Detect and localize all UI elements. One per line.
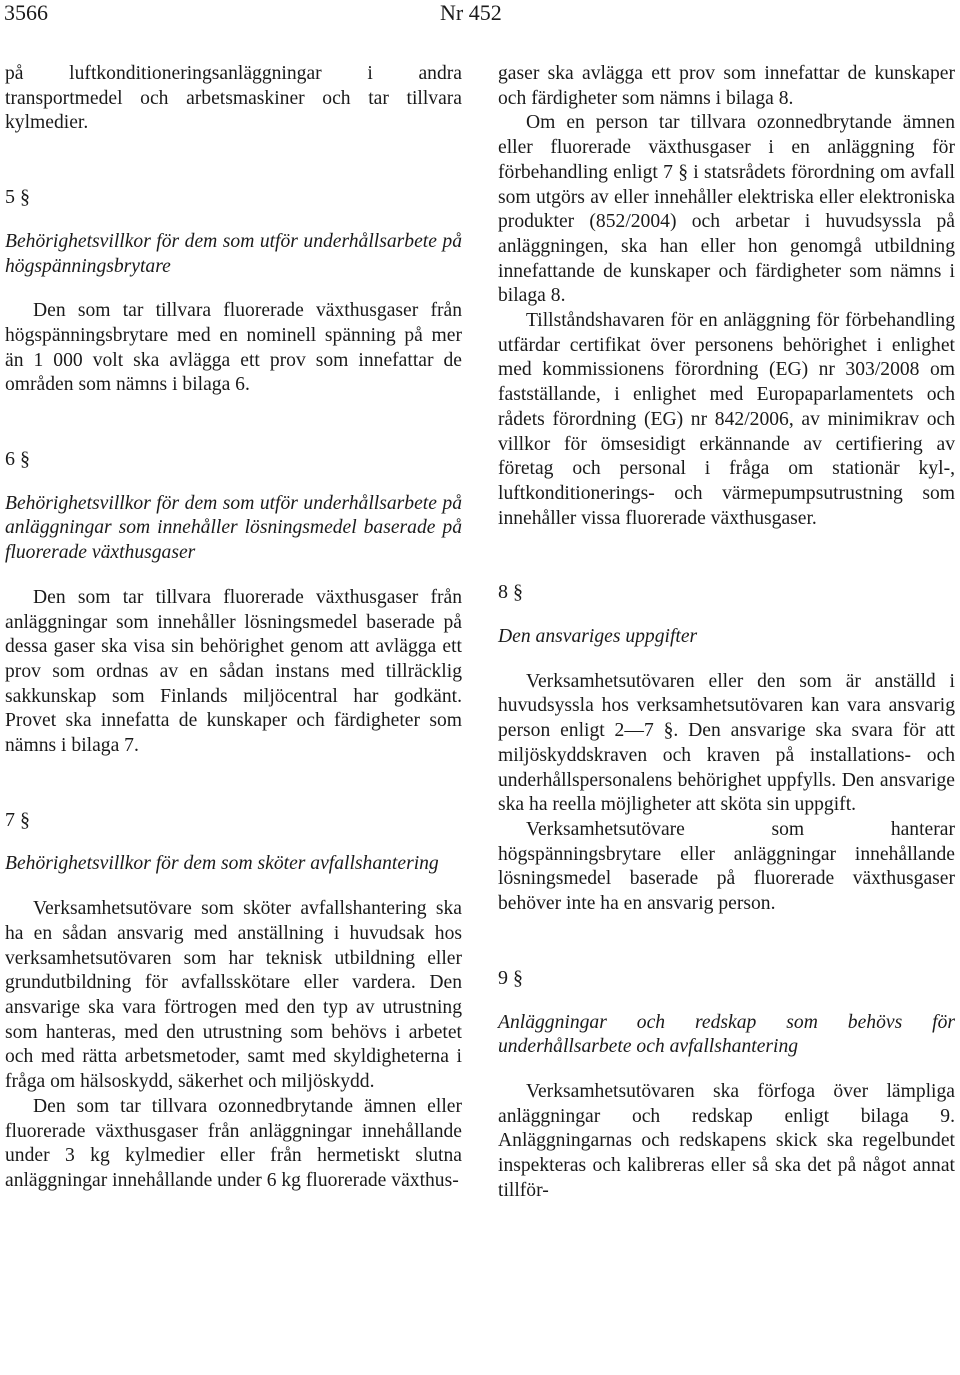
section-8-number: 8 § bbox=[498, 581, 523, 604]
section-5-number: 5 § bbox=[5, 186, 30, 209]
intro-paragraph: på luftkonditioneringsanläggningar i andra transportmedel och arbetsmaskiner och tar tillvara kylmedier. bbox=[5, 63, 462, 134]
page-header bbox=[0, 0, 960, 40]
section-7-paragraph-1: Verksamhetsutövare som sköter avfallshantering ska ha en sådan ansvarig med anställning i huvudsak hos verksamhetsutövaren som har teknisk utbildning eller grundutbildning för avfallsskötare eller vardera. Den ansvarige ska vara förtrogen med den typ av utrustning som hanteras, med den utrustning som behövs i arbetet och med rätta arbetsmetoder, samt med skyldigheterna i fråga om hälsoskydd, säkerhet och miljöskydd. bbox=[5, 898, 462, 1093]
section-7-number: 7 § bbox=[5, 808, 30, 831]
section-8-heading: Den ansvariges uppgifter bbox=[498, 626, 698, 648]
section-5-paragraph: Den som tar tillvara fluorerade växthusgaser från högspänningsbrytare med en nominell spänning på mer än 1 000 volt ska avlägga ett prov som innefattar de områden som nämns i bilaga 6. bbox=[5, 300, 462, 396]
section-7-paragraph-4: Tillståndshavaren för en anläggning för förbehandling utfärdar certifikat över personens behörighet i enlighet med kommissionens förordning (EG) nr 303/2008 om fastställande, i enlighet med Europaparlamentets och rådets förordning (EG) nr 842/2006, av minimikrav och villkor för ömsesidigt erkännande av certifiering av företag och personal i fråga om stationär kyl-, luftkonditionerings- och värmepumpsutrustning som innehåller vissa fluorerade växthusgaser. bbox=[498, 310, 955, 529]
section-7-paragraph-2: Den som tar tillvara ozonnedbrytande ämnen eller fluorerade växthusgaser från anläggningar innehållande under 3 kg kylmedier eller från hermetiskt slutna anläggningar innehållande under 6 kg fluorerade växthus- bbox=[5, 1095, 462, 1191]
section-8-paragraph-2: Verksamhetsutövare som hanterar högspänningsbrytare eller anläggningar innehållande lösningsmedel baserade på fluorerade växthusgaser behöver inte ha en ansvarig person. bbox=[498, 818, 955, 915]
section-7-paragraph-2-continued: gaser ska avlägga ett prov som innefattar de kunskaper och färdigheter som nämns i bilaga 8. bbox=[498, 63, 955, 109]
section-5-heading: Behörighetsvillkor för dem som utför underhållsarbete på högspänningsbrytare bbox=[5, 230, 462, 277]
section-9-number: 9 § bbox=[498, 966, 523, 989]
section-7-heading: Behörighetsvillkor för dem som sköter avfallshantering bbox=[5, 853, 439, 875]
page-number: 3566 bbox=[4, 0, 48, 25]
left-column bbox=[5, 62, 462, 1194]
section-6-paragraph: Den som tar tillvara fluorerade växthusgaser från anläggningar som innehåller lösningsmedel baserade på dessa gaser ska visa sin behörighet genom att avlägga ett prov som ordnas av en sådan instans med tillräcklig sakkunskap som Finlands miljöcentral har godkänt. Provet ska innefatta de kunskaper och färdigheter som nämns i bilaga 7. bbox=[5, 586, 462, 757]
right-column bbox=[498, 62, 955, 1203]
section-6-number: 6 § bbox=[5, 448, 30, 471]
section-8-paragraph-1: Verksamhetsutövaren eller den som är anställd i huvudsyssla hos verksamhetsutövaren kan vara ansvarig person enligt 2—7 §. Den ansvarige ska svara för att miljöskyddskraven och kraven på installations- och underhållspersonalens behörighet uppfylls. Den ansvarige ska ha reella möjligheter att sköta sin uppgift. bbox=[498, 670, 955, 816]
section-9-paragraph: Verksamhetsutövaren ska förfoga över lämpliga anläggningar och redskap enligt bilaga 9. Anläggningarnas och redskapens skick ska regelbundet inspekteras och kalibreras eller så ska det på något annat tillför- bbox=[498, 1080, 955, 1201]
section-9-heading: Anläggningar och redskap som behövs för underhållsarbete och avfallshantering bbox=[498, 1011, 955, 1058]
section-6-heading: Behörighetsvillkor för dem som utför underhållsarbete på anläggningar som innehåller lösningsmedel baserade på fluorerade växthusgaser bbox=[5, 492, 462, 564]
section-7-paragraph-3: Om en person tar tillvara ozonnedbrytande ämnen eller fluorerade växthusgaser i en anläggning för förbehandling enligt 7 § i statsrådets förordning om avfall som utgörs av eller innehåller elektriska eller elektroniska produkter (852/2004) och arbetar i huvudsyssla på anläggningen, ska han eller hon genomgå utbildning innefattande de kunskaper och färdigheter som nämns i bilaga 8. bbox=[498, 112, 955, 307]
issue-number: Nr 452 bbox=[440, 0, 502, 25]
